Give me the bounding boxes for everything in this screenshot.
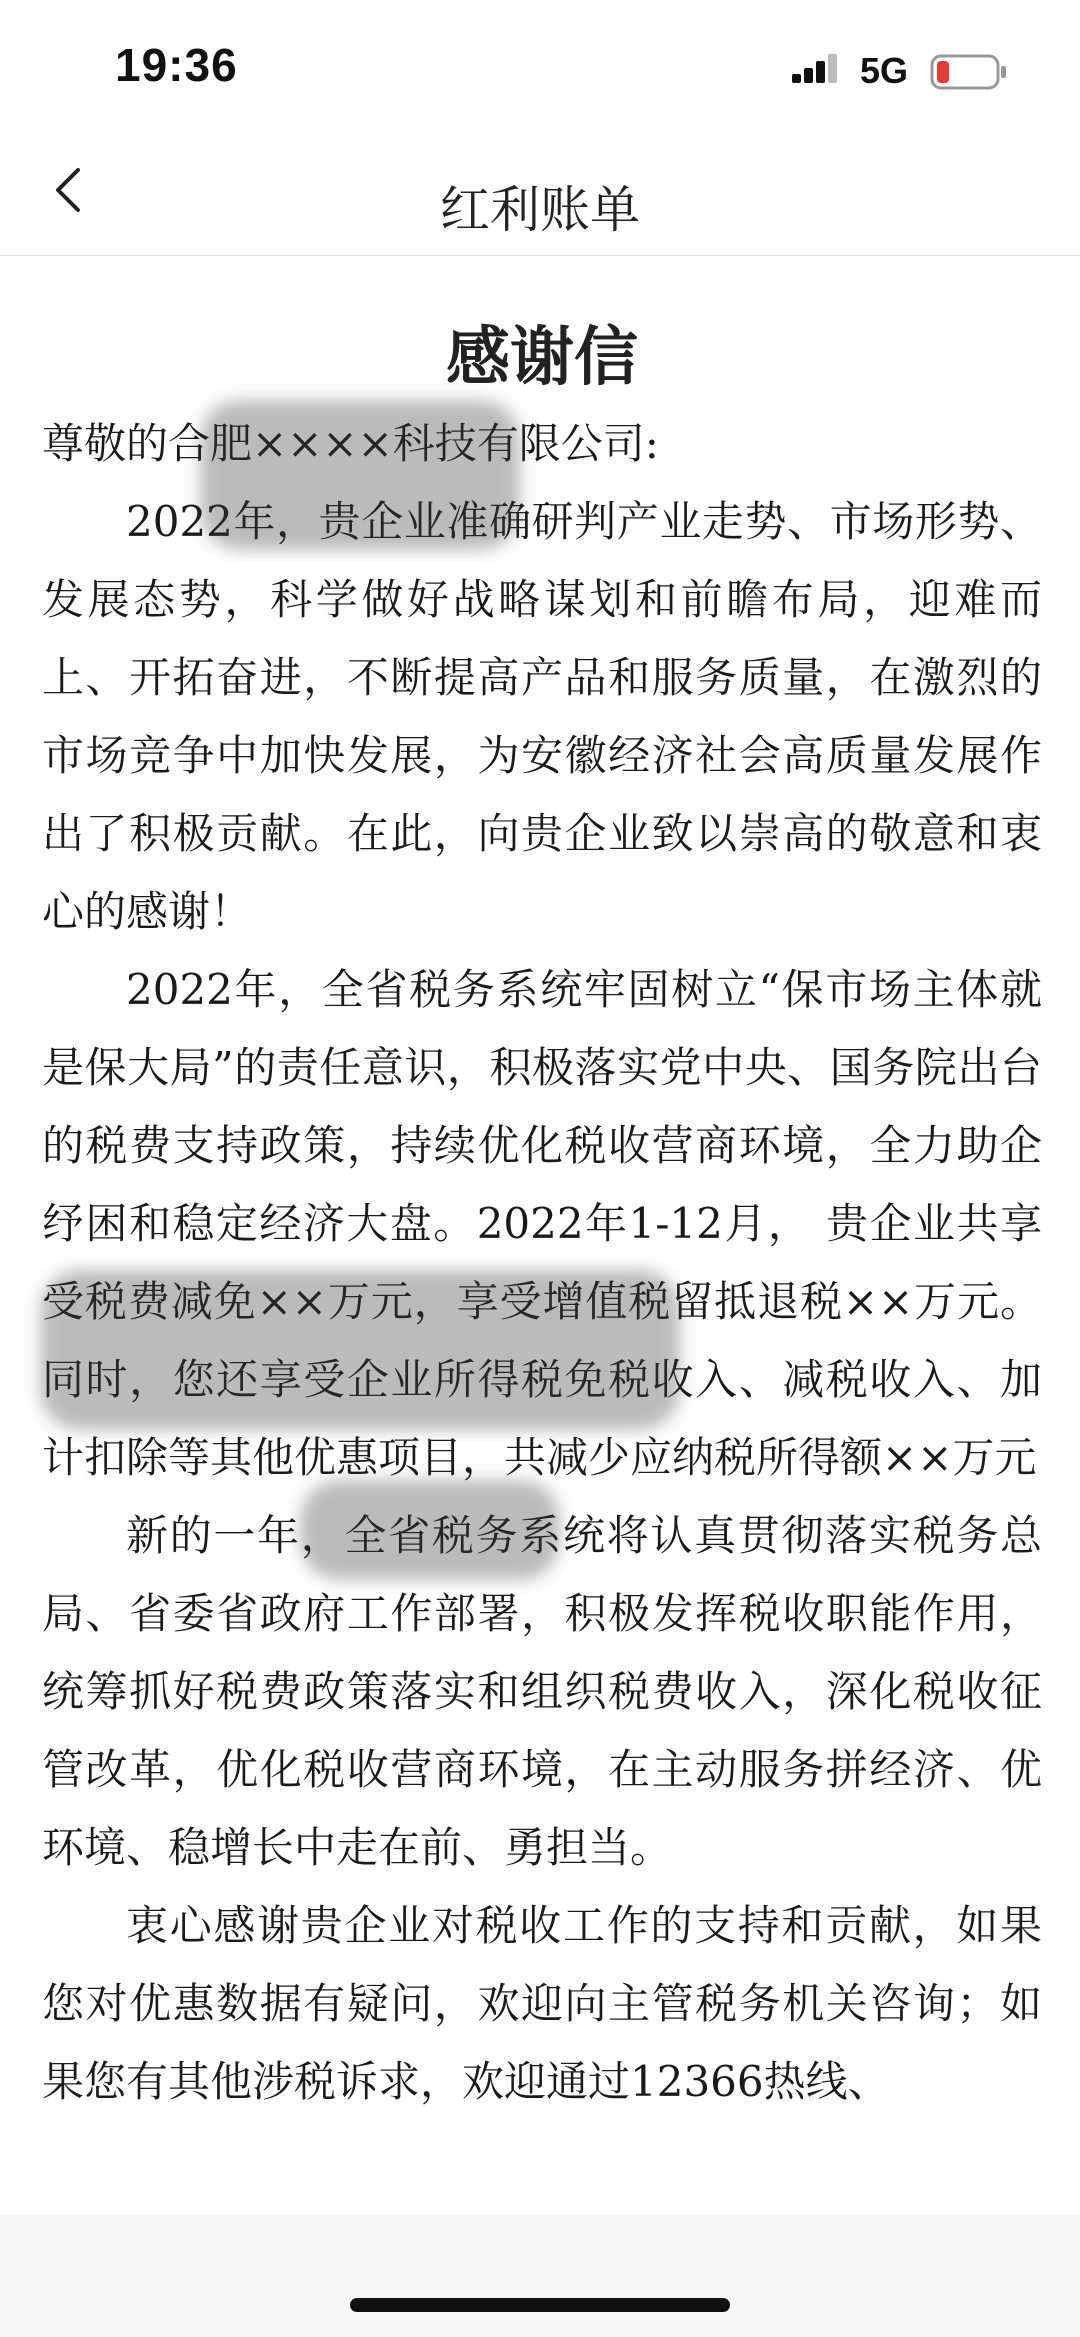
network-label: 5G: [860, 50, 909, 91]
signal-icon: [790, 52, 840, 92]
letter-paragraph: 2022年，全省税务系统牢固树立“保市场主体就是保大局”的责任意识，积极落实党中央、国务院出台的税费支持政策，持续优化税收营商环境，全力助企纾困和稳定经济大盘。2022年1-12月， 贵企业共享受税费减免××万元，享受增值税留抵退税××万元。同时，您还享受企业所得税免税收入、减税收入、加计扣除等其他优惠项目，共减少应纳税所得额××万元: [42, 964, 1042, 1482]
letter-paragraph: 衷心感谢贵企业对税收工作的支持和贡献，如果您对优惠数据有疑问，欢迎向主管税务机关咨询；如果您有其他涉税诉求，欢迎通过12366热线、: [42, 1900, 1042, 2106]
page-title: 红利账单: [440, 181, 640, 239]
redaction-smudge: [300, 1480, 560, 1580]
letter-content: [42, 320, 1042, 2121]
bottom-bar: [0, 2215, 1080, 2337]
redaction-smudge: [40, 1270, 680, 1430]
navigation-bar: [0, 130, 1080, 256]
status-bar: [0, 0, 1080, 130]
letter-paragraph: 2022年，贵企业准确研判产业走势、市场形势、发展态势，科学做好战略谋划和前瞻布局，迎难而上、开拓奋进，不断提高产品和服务质量，在激烈的市场竞争中加快发展，为安徽经济社会高质量发展作出了积极贡献。在此，向贵企业致以崇高的敬意和衷心的感谢！: [42, 496, 1042, 936]
letter-title: 感谢信: [446, 321, 638, 395]
home-indicator[interactable]: [350, 2298, 730, 2312]
redaction-smudge: [200, 400, 520, 550]
battery-icon: [930, 52, 1010, 92]
letter-salutation: 尊敬的合肥××××科技有限公司:: [42, 418, 659, 468]
letter-paragraph: 新的一年，全省税务系统将认真贯彻落实税务总局、省委省政府工作部署，积极发挥税收职能作用，统筹抓好税费政策落实和组织税费收入，深化税收征管改革，优化税收营商环境，在主动服务拼经济、优环境、稳增长中走在前、勇担当。: [42, 1510, 1042, 1872]
status-time: 19:36: [115, 39, 238, 91]
